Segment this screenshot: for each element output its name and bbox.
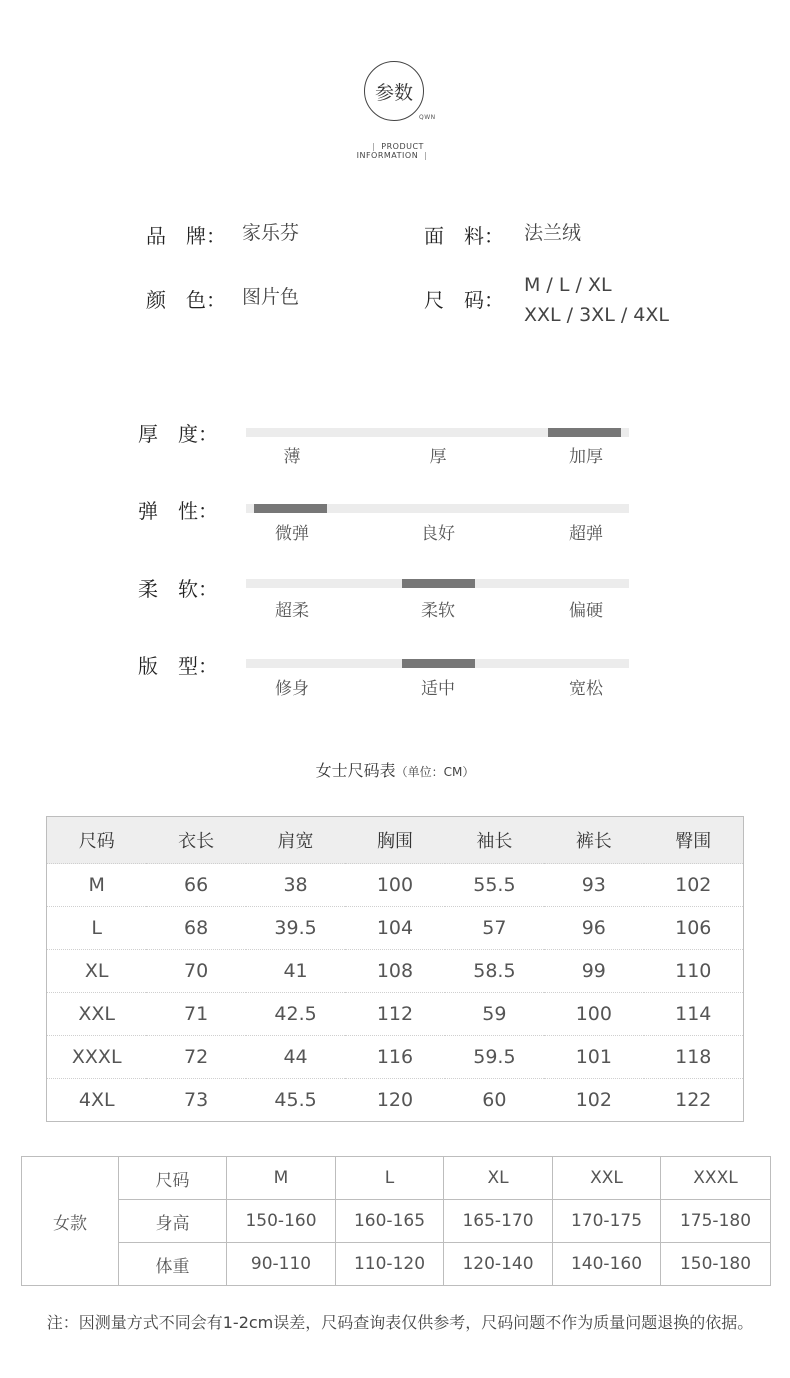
color-value: 图片色	[242, 286, 300, 308]
table-cell: 57	[445, 907, 544, 950]
table-row	[22, 1200, 771, 1243]
scale-option: 厚	[429, 447, 447, 467]
table-cell: 150-160	[227, 1200, 336, 1243]
table-cell: 59	[445, 993, 544, 1036]
scale-track	[246, 579, 629, 588]
scale-track	[246, 428, 629, 437]
size-label: 尺 码：	[424, 288, 504, 312]
header-subtitle-text: PRODUCT INFORMATION	[356, 142, 424, 160]
table-cell: XXL	[47, 993, 146, 1036]
header-cell: 肩宽	[246, 817, 345, 864]
table-cell: 165-170	[444, 1200, 553, 1243]
table-cell: 93	[544, 864, 643, 907]
table-cell: XXXL	[47, 1036, 146, 1079]
fit-group-cell: 女款	[22, 1157, 119, 1286]
header-cell: 胸围	[345, 817, 444, 864]
table-cell: 102	[544, 1079, 643, 1122]
table-cell: 104	[345, 907, 444, 950]
table-cell: 99	[544, 950, 643, 993]
table-cell: 120	[345, 1079, 444, 1122]
table-cell: 45.5	[246, 1079, 345, 1122]
scale-option: 偏硬	[569, 601, 603, 621]
header-badge	[364, 61, 424, 121]
scale-track	[246, 659, 629, 668]
table-cell: 39.5	[246, 907, 345, 950]
table-row	[22, 1157, 771, 1200]
table-cell: 58.5	[445, 950, 544, 993]
scale-option: 超柔	[275, 601, 309, 621]
table-cell: 4XL	[47, 1079, 146, 1122]
scale-track	[246, 504, 629, 513]
header-cell: 尺码	[47, 817, 146, 864]
table-cell: 73	[146, 1079, 245, 1122]
brand-label: 品 牌：	[146, 224, 226, 248]
table-cell: 160-165	[336, 1200, 444, 1243]
table-cell: 100	[345, 864, 444, 907]
table-cell: 140-160	[553, 1243, 661, 1286]
scale-option: 加厚	[569, 447, 603, 467]
fit-table	[21, 1156, 770, 1286]
table-cell: 60	[445, 1079, 544, 1122]
header-cell: 袖长	[445, 817, 544, 864]
scale-option: 超弹	[569, 524, 603, 544]
table-row	[22, 1243, 771, 1286]
scale-label: 弹 性：	[138, 499, 218, 523]
fabric-label: 面 料：	[424, 224, 504, 248]
size-table-unit: （单位：CM）	[395, 765, 475, 779]
table-cell: 114	[644, 993, 743, 1036]
scale-option: 良好	[421, 524, 455, 544]
scale-label: 柔 软：	[138, 577, 218, 601]
table-cell: 38	[246, 864, 345, 907]
table-cell: 42.5	[246, 993, 345, 1036]
color-label: 颜 色：	[146, 288, 226, 312]
table-cell: 71	[146, 993, 245, 1036]
disclaimer-note: 注：因测量方式不同会有1-2cm误差，尺码查询表仅供参考，尺码问题不作为质量问题退换的依据。	[46, 1313, 754, 1332]
size-value	[524, 270, 669, 330]
table-cell: 175-180	[661, 1200, 771, 1243]
header-cell: 臀围	[644, 817, 743, 864]
table-row	[47, 864, 743, 907]
table-cell: XL	[444, 1157, 553, 1200]
table-row	[47, 1079, 743, 1122]
table-cell: 122	[644, 1079, 743, 1122]
scale-option: 修身	[275, 679, 309, 699]
table-cell: 170-175	[553, 1200, 661, 1243]
size-table-header	[47, 817, 743, 864]
table-cell: 55.5	[445, 864, 544, 907]
table-cell: 110-120	[336, 1243, 444, 1286]
header-badge-text: 参数	[374, 81, 413, 104]
size-table-title-text: 女士尺码表	[315, 761, 396, 780]
table-cell: 尺码	[119, 1157, 227, 1200]
size-table-title	[0, 758, 790, 781]
scale-indicator	[254, 504, 327, 513]
header-subtitle: | PRODUCT INFORMATION |	[356, 142, 428, 160]
table-cell: 106	[644, 907, 743, 950]
brand-value: 家乐芬	[242, 222, 300, 244]
table-cell: 66	[146, 864, 245, 907]
table-cell: L	[336, 1157, 444, 1200]
scale-option: 柔软	[421, 601, 455, 621]
table-cell: 150-180	[661, 1243, 771, 1286]
size-value-line2: XXL / 3XL / 4XL	[524, 304, 669, 326]
size-value-line1: M / L / XL	[524, 274, 612, 296]
table-cell: XXXL	[661, 1157, 771, 1200]
table-row	[47, 907, 743, 950]
table-cell: XL	[47, 950, 146, 993]
table-cell: 100	[544, 993, 643, 1036]
header-badge-sub: QWN	[419, 114, 436, 121]
header-cell: 衣长	[146, 817, 245, 864]
scale-option: 宽松	[569, 679, 603, 699]
table-cell: 118	[644, 1036, 743, 1079]
table-row	[47, 993, 743, 1036]
scale-indicator	[402, 579, 475, 588]
table-cell: 44	[246, 1036, 345, 1079]
scale-indicator	[402, 659, 475, 668]
header-cell: 裤长	[544, 817, 643, 864]
table-cell: 116	[345, 1036, 444, 1079]
table-row	[47, 1036, 743, 1079]
table-cell: 72	[146, 1036, 245, 1079]
scale-label: 版 型：	[138, 654, 218, 678]
table-cell: M	[47, 864, 146, 907]
table-cell: 112	[345, 993, 444, 1036]
table-cell: 59.5	[445, 1036, 544, 1079]
table-cell: L	[47, 907, 146, 950]
size-table	[46, 816, 744, 1122]
scale-indicator	[548, 428, 621, 437]
table-cell: 120-140	[444, 1243, 553, 1286]
table-cell: 68	[146, 907, 245, 950]
table-cell: 110	[644, 950, 743, 993]
scale-option: 微弹	[275, 524, 309, 544]
table-cell: 102	[644, 864, 743, 907]
table-cell: 96	[544, 907, 643, 950]
table-cell: 41	[246, 950, 345, 993]
fabric-value: 法兰绒	[524, 222, 582, 244]
table-cell: 108	[345, 950, 444, 993]
table-cell: 70	[146, 950, 245, 993]
scale-label: 厚 度：	[138, 422, 218, 446]
table-cell: 身高	[119, 1200, 227, 1243]
table-cell: XXL	[553, 1157, 661, 1200]
table-cell: 101	[544, 1036, 643, 1079]
table-cell: M	[227, 1157, 336, 1200]
scale-option: 薄	[283, 447, 301, 467]
scale-option: 适中	[421, 679, 455, 699]
table-cell: 体重	[119, 1243, 227, 1286]
table-cell: 90-110	[227, 1243, 336, 1286]
table-row	[47, 950, 743, 993]
